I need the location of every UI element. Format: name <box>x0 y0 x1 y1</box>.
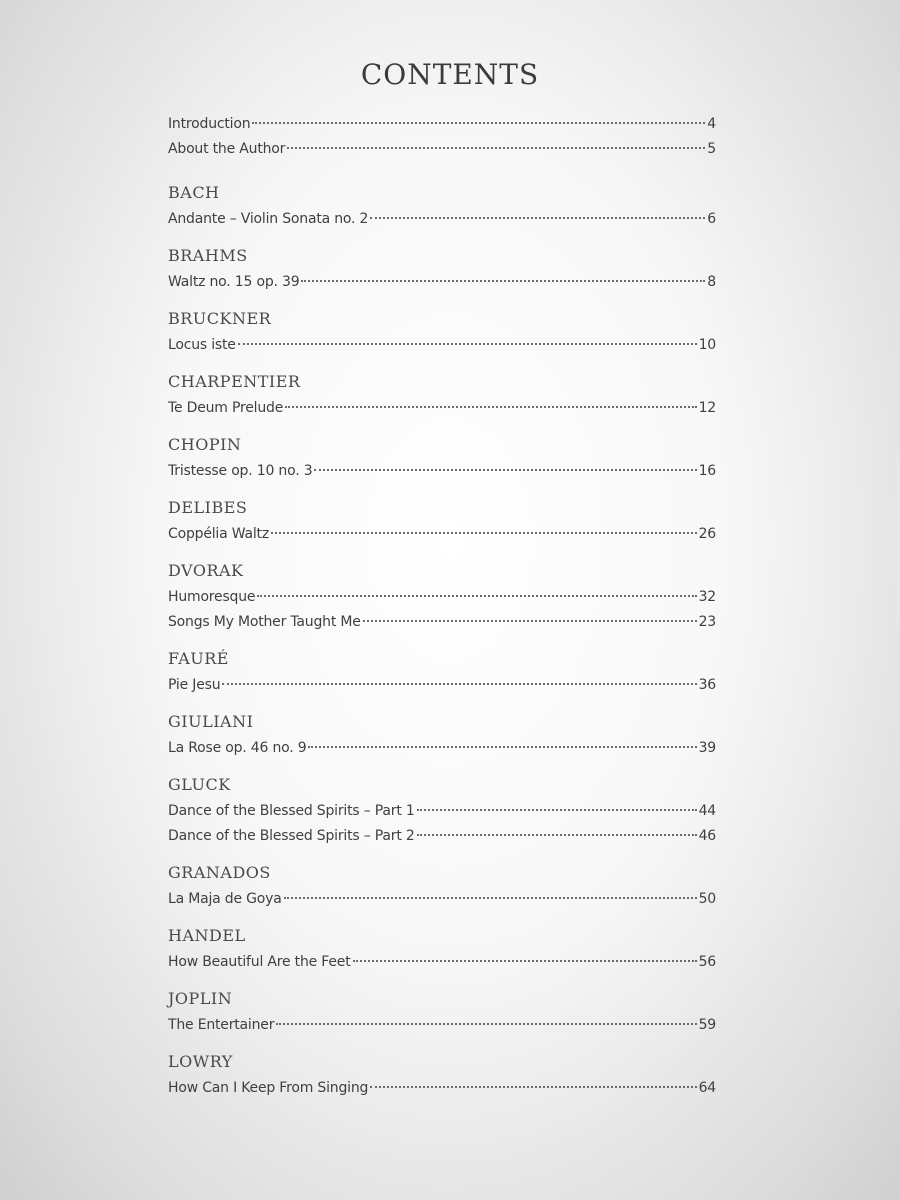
table-of-contents <box>168 112 716 1100</box>
composer-heading: GIULIANI <box>168 712 254 731</box>
composer-heading: BACH <box>168 183 220 202</box>
entry-page-number: 44 <box>698 803 716 819</box>
composer-heading: DVORAK <box>168 561 244 580</box>
toc-entry <box>168 736 716 760</box>
entry-title: Waltz no. 15 op. 39 <box>168 274 300 290</box>
composer-heading: LOWRY <box>168 1052 233 1071</box>
toc-entry <box>168 396 716 420</box>
toc-entry <box>168 112 716 136</box>
composer-heading: GLUCK <box>168 775 231 794</box>
entry-title: Andante – Violin Sonata no. 2 <box>168 211 369 227</box>
composer-heading: CHOPIN <box>168 435 242 454</box>
entry-title: How Beautiful Are the Feet <box>168 954 351 970</box>
composer-section <box>168 433 716 483</box>
dot-leader <box>285 406 696 408</box>
composer-heading: BRAHMS <box>168 246 248 265</box>
entry-title: How Can I Keep From Singing <box>168 1080 369 1096</box>
entry-page-number: 4 <box>707 116 716 132</box>
entry-title: Pie Jesu <box>168 677 221 693</box>
dot-leader <box>314 469 696 471</box>
entry-page-number: 46 <box>698 828 716 844</box>
front-matter-section <box>168 112 716 161</box>
composer-section <box>168 647 716 697</box>
composer-section <box>168 861 716 911</box>
composer-section <box>168 710 716 760</box>
toc-entry <box>168 610 716 634</box>
toc-entry <box>168 824 716 848</box>
entry-page-number: 59 <box>698 1017 716 1033</box>
entry-page-number: 6 <box>707 211 716 227</box>
composer-section <box>168 181 716 231</box>
composer-heading: JOPLIN <box>168 989 233 1008</box>
entry-title: Tristesse op. 10 no. 3 <box>168 463 313 479</box>
entry-title: Introduction <box>168 116 251 132</box>
composer-section <box>168 924 716 974</box>
entry-page-number: 39 <box>698 740 716 756</box>
entry-title: La Maja de Goya <box>168 891 282 907</box>
toc-entry <box>168 207 716 231</box>
toc-entry <box>168 585 716 609</box>
composer-heading: HANDEL <box>168 926 246 945</box>
dot-leader <box>363 620 697 622</box>
entry-title: Dance of the Blessed Spirits – Part 1 <box>168 803 415 819</box>
entry-page-number: 5 <box>707 141 716 157</box>
toc-entry <box>168 137 716 161</box>
entry-page-number: 50 <box>698 891 716 907</box>
composer-heading: CHARPENTIER <box>168 372 301 391</box>
dot-leader <box>252 122 705 124</box>
toc-entry <box>168 950 716 974</box>
entry-page-number: 64 <box>698 1080 716 1096</box>
composer-section <box>168 307 716 357</box>
dot-leader <box>370 217 705 219</box>
entry-page-number: 36 <box>698 677 716 693</box>
composer-section <box>168 370 716 420</box>
composer-section <box>168 987 716 1037</box>
entry-page-number: 8 <box>707 274 716 290</box>
toc-entry <box>168 887 716 911</box>
dot-leader <box>271 532 697 534</box>
composer-section <box>168 496 716 546</box>
entry-page-number: 32 <box>698 589 716 605</box>
toc-entry <box>168 333 716 357</box>
composer-heading: BRUCKNER <box>168 309 272 328</box>
dot-leader <box>287 147 705 149</box>
entry-title: About the Author <box>168 141 286 157</box>
dot-leader <box>284 897 697 899</box>
entry-page-number: 12 <box>698 400 716 416</box>
dot-leader <box>417 834 697 836</box>
page-title: CONTENTS <box>360 58 540 91</box>
composer-section <box>168 244 716 294</box>
entry-title: Coppélia Waltz <box>168 526 269 542</box>
entry-page-number: 26 <box>698 526 716 542</box>
entry-page-number: 16 <box>698 463 716 479</box>
composer-heading: FAURÉ <box>168 649 229 668</box>
dot-leader <box>301 280 705 282</box>
composer-heading: GRANADOS <box>168 863 271 882</box>
toc-entry <box>168 799 716 823</box>
dot-leader <box>308 746 696 748</box>
entry-page-number: 10 <box>698 337 716 353</box>
dot-leader <box>353 960 697 962</box>
composer-section <box>168 773 716 848</box>
dot-leader <box>370 1086 696 1088</box>
dot-leader <box>276 1023 696 1025</box>
composer-heading: DELIBES <box>168 498 248 517</box>
dot-leader <box>257 595 696 597</box>
dot-leader <box>238 343 697 345</box>
composer-section <box>168 1050 716 1100</box>
toc-entry <box>168 270 716 294</box>
entry-page-number: 56 <box>698 954 716 970</box>
toc-entry <box>168 459 716 483</box>
dot-leader <box>417 809 697 811</box>
entry-title: La Rose op. 46 no. 9 <box>168 740 307 756</box>
dot-leader <box>222 683 696 685</box>
entry-title: Songs My Mother Taught Me <box>168 614 361 630</box>
entry-title: Dance of the Blessed Spirits – Part 2 <box>168 828 415 844</box>
composer-section <box>168 559 716 634</box>
entry-page-number: 23 <box>698 614 716 630</box>
toc-entry <box>168 522 716 546</box>
toc-entry <box>168 1013 716 1037</box>
entry-title: Humoresque <box>168 589 256 605</box>
entry-title: The Entertainer <box>168 1017 275 1033</box>
entry-title: Te Deum Prelude <box>168 400 284 416</box>
toc-entry <box>168 673 716 697</box>
entry-title: Locus iste <box>168 337 236 353</box>
toc-entry <box>168 1076 716 1100</box>
